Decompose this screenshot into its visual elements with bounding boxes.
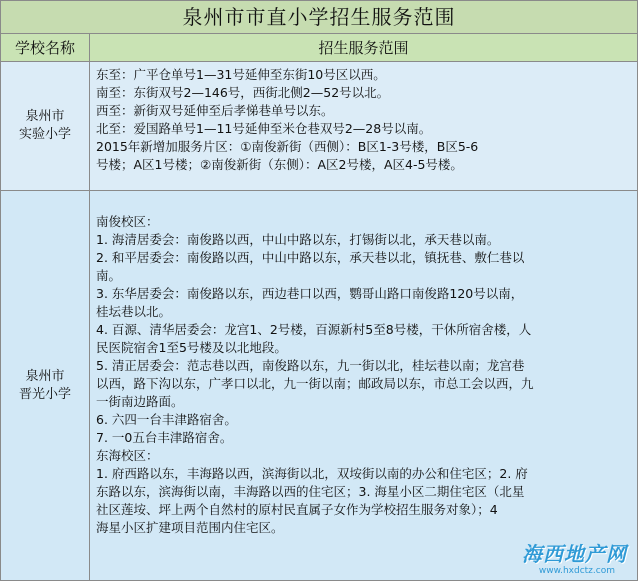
service-scope <box>90 62 637 190</box>
scope-line: 东至：广平仓单号1—31号延伸至东街10号区以西。 <box>96 67 386 82</box>
scope-line: 一街南边路面。 <box>96 394 184 409</box>
scope-line: 以西，路下沟以东，广孝口以北，九一街以南；邮政局以东，市总工会以西，九 <box>96 376 534 391</box>
school-name: 泉州市 晋光小学 <box>1 191 90 580</box>
scope-line: 3. 东华居委会：南俊路以东，西边巷口以西，鹦哥山路口南俊路120号以南， <box>96 286 524 301</box>
scope-line: 4. 百源、清华居委会：龙宫1、2号楼，百源新村5至8号楼，干休所宿舍楼，人 <box>96 322 532 337</box>
header-school-name: 学校名称 <box>1 34 90 61</box>
table-row <box>1 191 637 581</box>
scope-line: 东路以东，滨海街以南，丰海路以西的住宅区；3. 海星小区二期住宅区（北星 <box>96 484 525 499</box>
scope-line: 5. 清正居委会：范志巷以西，南俊路以东，九一街以北，桂坛巷以南；龙宫巷 <box>96 358 525 373</box>
school-name: 泉州市 实验小学 <box>1 62 90 190</box>
table-header <box>1 34 637 62</box>
scope-line: 南。 <box>96 268 122 283</box>
table-row <box>1 62 637 191</box>
service-scope <box>90 191 637 580</box>
scope-line: 南至：东街双号2—146号，西街北侧2—52号以北。 <box>96 85 390 100</box>
scope-line: 桂坛巷以北。 <box>96 304 172 319</box>
scope-line: 7. 一0五台丰津路宿舍。 <box>96 430 233 445</box>
scope-line: 号楼；A区1号楼；②南俊新街（东侧）：A区2号楼，A区4-5号楼。 <box>96 157 463 172</box>
scope-line: 东海校区： <box>96 448 159 463</box>
scope-line: 社区莲垵、坪上两个自然村的原村民直属子女作为学校招生服务对象）；4 <box>96 502 498 517</box>
scope-line: 1. 海清居委会：南俊路以西，中山中路以东，打锡街以北，承天巷以南。 <box>96 232 500 247</box>
scope-line: 北至：爱国路单号1—11号延伸至米仓巷双号2—28号以南。 <box>96 121 432 136</box>
scope-line: 1. 府西路以东，丰海路以西，滨海街以北，双垵街以南的办公和住宅区；2. 府 <box>96 466 528 481</box>
scope-line: 海星小区扩建项目范围内住宅区。 <box>96 520 284 535</box>
scope-line: 民医院宿舍1至5号楼及以北地段。 <box>96 340 287 355</box>
scope-line: 6. 六四一台丰津路宿舍。 <box>96 412 237 427</box>
scope-line: 南俊校区： <box>96 214 159 229</box>
scope-line: 2. 和平居委会：南俊路以西，中山中路以东，承天巷以北，镇抚巷、敷仁巷以 <box>96 250 525 265</box>
site-watermark-logo <box>511 538 629 576</box>
scope-line: 西至：新街双号延伸至后孝悌巷单号以东。 <box>96 103 334 118</box>
scope-line: 2015年新增加服务片区：①南俊新街（西侧）：B区1-3号楼，B区5-6 <box>96 139 479 154</box>
table-title: 泉州市市直小学招生服务范围 <box>1 1 637 34</box>
watermark-text: 海西地产网 <box>522 542 627 566</box>
header-service-scope: 招生服务范围 <box>318 39 409 57</box>
watermark-url: www.hxdctz.com <box>538 566 615 576</box>
